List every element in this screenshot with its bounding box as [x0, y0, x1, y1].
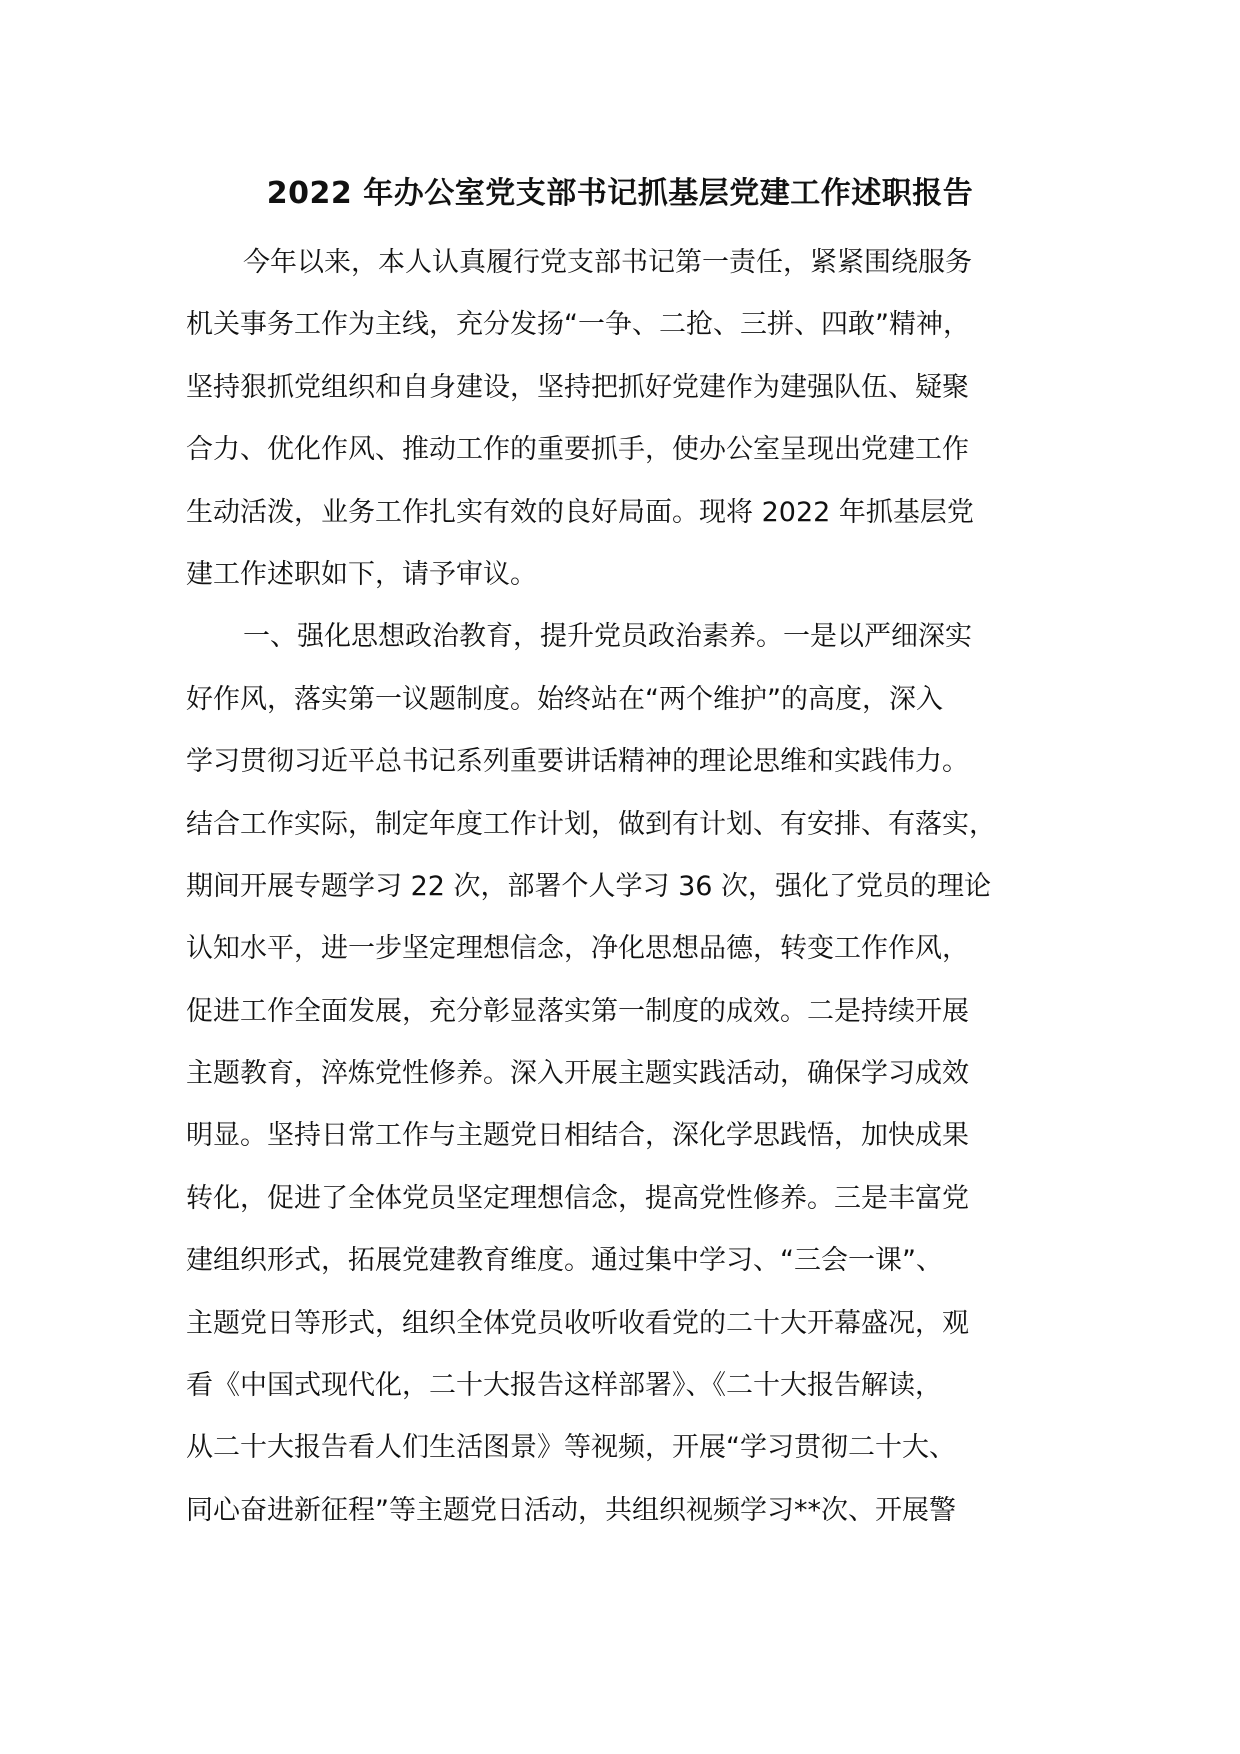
paragraph-2-line-8: 主题教育，淬炼党性修养。深入开展主题实践活动，确保学习成效 — [186, 1058, 969, 1090]
paragraph-2-line-10: 转化，促进了全体党员坚定理想信念，提高党性修养。三是丰富党 — [186, 1182, 969, 1214]
paragraph-2-line-9: 明显。坚持日常工作与主题党日相结合，深化学思践悟，加快成果 — [186, 1120, 969, 1152]
paragraph-2-line-14: 从二十大报告看人们生活图景》等视频，开展“学习贯彻二十大、 — [186, 1432, 956, 1464]
paragraph-1-line-1: 今年以来，本人认真履行党支部书记第一责任，紧紧围绕服务 — [243, 247, 972, 278]
paragraph-2-line-5: 期间开展专题学习 22 次，部署个人学习 36 次，强化了党员的理论 — [186, 870, 992, 902]
document-body — [186, 232, 1066, 1542]
paragraph-2-line-11: 建组织形式，拓展党建教育维度。通过集中学习、“三会一课”、 — [186, 1245, 943, 1277]
paragraph-2-line-12: 主题党日等形式，组织全体党员收听收看党的二十大开幕盛况，观 — [186, 1307, 969, 1339]
paragraph-1-line-5: 生动活泼，业务工作扎实有效的良好局面。现将 2022 年抓基层党 — [186, 496, 974, 528]
paragraph-1-line-2: 机关事务工作为主线，充分发扬“一争、二抢、三拼、四敢”精神， — [186, 309, 970, 341]
paragraph-1-line-3: 坚持狠抓党组织和自身建设，坚持把抓好党建作为建强队伍、疑聚 — [186, 371, 969, 403]
paragraph-2-line-4: 结合工作实际，制定年度工作计划，做到有计划、有安排、有落实， — [186, 808, 996, 840]
paragraph-1-line-4: 合力、优化作风、推动工作的重要抓手，使办公室呈现出党建工作 — [186, 434, 969, 466]
paragraph-2-line-3: 学习贯彻习近平总书记系列重要讲话精神的理论思维和实践伟力。 — [186, 746, 969, 778]
paragraph-2-line-1: 一、强化思想政治教育，提升党员政治素养。一是以严细深实 — [243, 621, 972, 653]
paragraph-1-line-6: 建工作述职如下，请予审议。 — [186, 558, 537, 590]
paragraph-2-line-6: 认知水平，进一步坚定理想信念，净化思想品德，转变工作作风， — [186, 933, 969, 965]
document-title: 2022 年办公室党支部书记抓基层党建工作述职报告 — [266, 176, 974, 211]
paragraph-2-line-15: 同心奋进新征程”等主题党日活动，共组织视频学习**次、开展警 — [186, 1494, 956, 1526]
paragraph-2-line-13: 看《中国式现代化，二十大报告这样部署》、《二十大报告解读， — [186, 1370, 942, 1402]
paragraph-2-line-2: 好作风，落实第一议题制度。始终站在“两个维护”的高度，深入 — [186, 683, 943, 715]
paragraph-2-line-7: 促进工作全面发展，充分彰显落实第一制度的成效。二是持续开展 — [186, 995, 969, 1027]
